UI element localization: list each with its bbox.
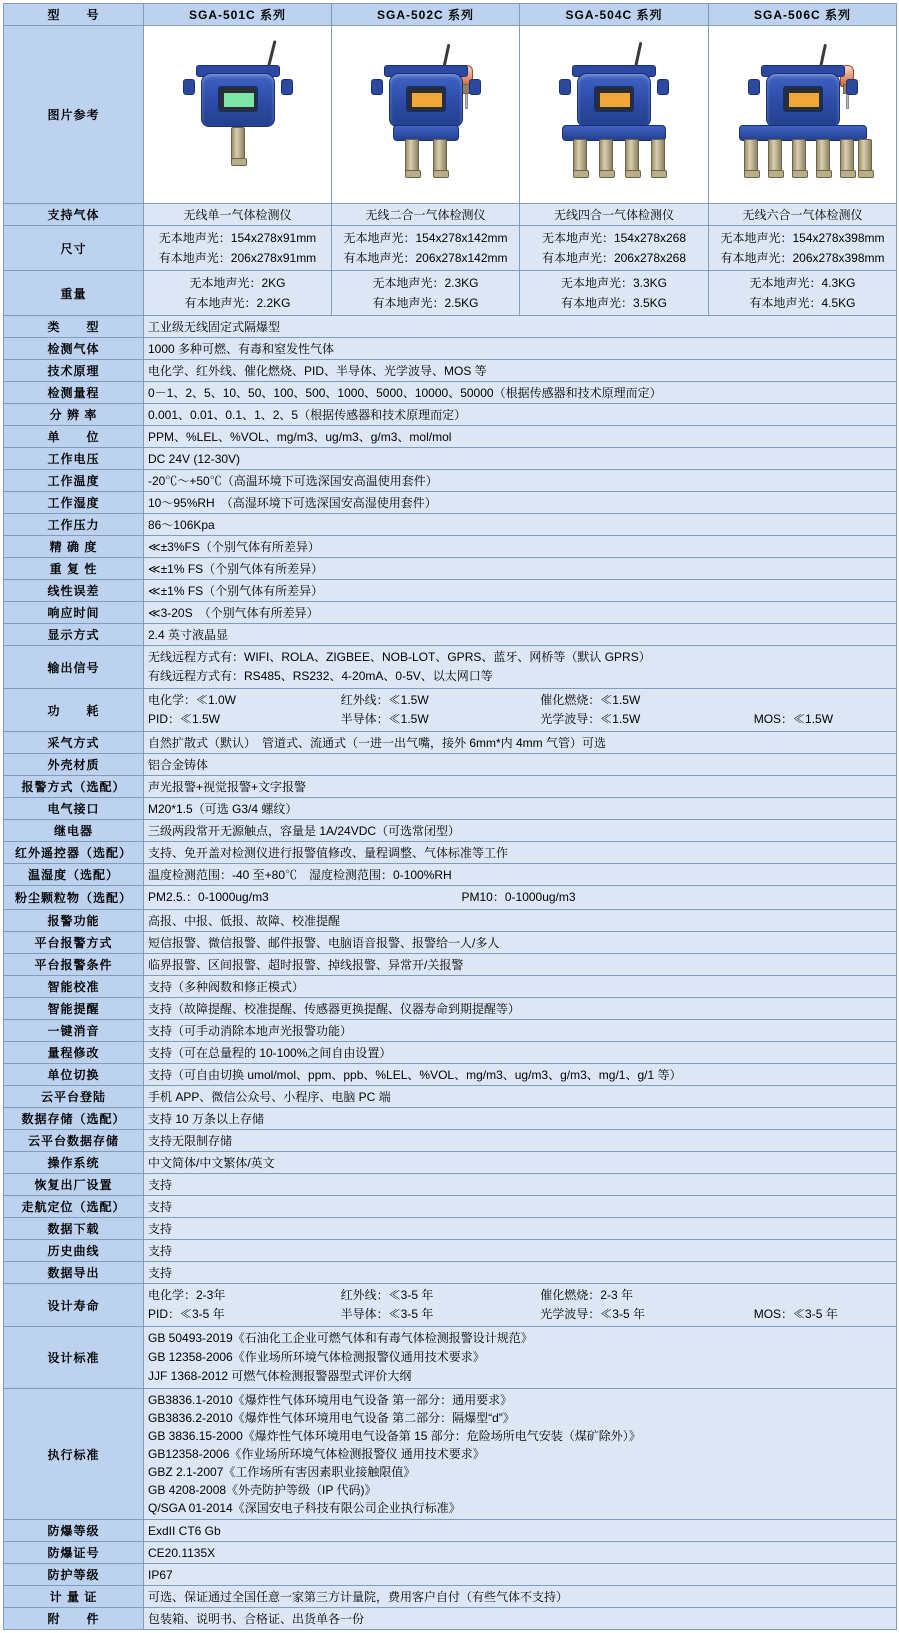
power-optical: 光学波导：≪1.5W (540, 712, 641, 726)
value-ir-remote: 支持、免开盖对检测仪进行报警值修改、量程调整、气体标准等工作 (144, 842, 897, 864)
table-row (4, 624, 897, 646)
value-accuracy: ≪±3%FS（个别气体有所差异） (144, 536, 897, 558)
table-row (4, 1586, 897, 1608)
value-platform-alarm-mode: 短信报警、微信报警、邮件报警、电脑语音报警、报警给一人/多人 (144, 932, 897, 954)
table-row (4, 404, 897, 426)
value-metering-certificate: 可选、保证通过全国任意一家第三方计量院，费用客户自付（有些气体不支持） (144, 1586, 897, 1608)
value-electric-port: M20*1.5（可选 G3/4 螺纹） (144, 798, 897, 820)
table-row (4, 1174, 897, 1196)
table-row (4, 798, 897, 820)
weight-with-alarm: 有本地声光：3.5KG (560, 296, 668, 310)
row-label-response-time: 响应时间 (4, 602, 144, 624)
value-display: 2.4 英寸液晶显 (144, 624, 897, 646)
device-display (783, 86, 823, 112)
row-label-resolution: 分 辨 率 (4, 404, 144, 426)
value-range-modification: 支持（可在总量程的 10-100%之间自由设置） (144, 1042, 897, 1064)
row-label-platform-alarm-mode: 平台报警方式 (4, 932, 144, 954)
value-accessories: 包装箱、说明书、合格证、出货单各一份 (144, 1608, 897, 1630)
row-label-cloud-storage: 云平台数据存储 (4, 1130, 144, 1152)
life-pid: PID：≪3-5 年 (148, 1307, 225, 1321)
row-label-weight: 重量 (4, 271, 144, 316)
value-platform-alarm-condition: 临界报警、区间报警、超时报警、掉线报警、异常开/关报警 (144, 954, 897, 976)
device-illustration-quad (529, 29, 699, 201)
table-row (4, 646, 897, 689)
value-resolution: 0.001、0.01、0.1、1、2、5（根据传感器和技术原理而定） (144, 404, 897, 426)
life-optical: 光学波导：≪3-5 年 (540, 1307, 645, 1321)
table-row (4, 1108, 897, 1130)
value-detect-gas: 1000 多种可燃、有毒和窒发性气体 (144, 338, 897, 360)
table-row (4, 1020, 897, 1042)
table-row (4, 1064, 897, 1086)
life-electrochemical: 电化学：2-3年 (148, 1288, 226, 1302)
weight-no-alarm: 无本地声光：2.3KG (372, 276, 479, 290)
value-type: 工业级无线固定式隔爆型 (144, 316, 897, 338)
table-row (4, 470, 897, 492)
weight-501c (144, 271, 332, 316)
row-label-image-ref: 图片参考 (4, 26, 144, 204)
life-semiconductor: 半导体：≪3-5 年 (340, 1307, 434, 1321)
device-body (577, 73, 651, 127)
row-label-relay: 继电器 (4, 820, 144, 842)
value-unit: PPM、%LEL、%VOL、mg/m3、ug/m3、g/m3、mol/mol (144, 426, 897, 448)
table-row (4, 886, 897, 910)
row-label-model: 型 号 (4, 4, 144, 26)
device-mount-right (846, 79, 858, 95)
size-with-alarm: 有本地声光：206x278x398mm (720, 251, 885, 265)
row-label-accessories: 附 件 (4, 1608, 144, 1630)
dust-pm10: PM10：0-1000ug/m3 (461, 890, 576, 904)
row-label-range-modification: 量程修改 (4, 1042, 144, 1064)
gas-sensor-probe (858, 139, 872, 173)
row-label-range: 检测量程 (4, 382, 144, 404)
size-504c (520, 226, 709, 271)
value-data-export: 支持 (144, 1262, 897, 1284)
device-mount-right (281, 79, 293, 95)
table-row (4, 1564, 897, 1586)
model-header-504c: SGA-504C 系列 (520, 4, 709, 26)
row-label-data-storage: 数据存储（选配） (4, 1108, 144, 1130)
value-output-signal (144, 646, 897, 689)
weight-with-alarm: 有本地声光：2.2KG (184, 296, 291, 310)
value-shell-material: 铝合金铸体 (144, 754, 897, 776)
device-mount-right (469, 79, 481, 95)
execution-standard-item: GB 3836.15-2000《爆炸性气体环境用电气设备第 15 部分：危险场所电气安装（煤矿除外）》 (148, 1429, 641, 1443)
weight-no-alarm: 无本地声光：2KG (189, 276, 286, 290)
table-row (4, 4, 897, 26)
row-label-metering-certificate: 计 量 证 (4, 1586, 144, 1608)
weight-with-alarm: 有本地声光：4.5KG (749, 296, 856, 310)
table-row (4, 1608, 897, 1630)
table-row (4, 776, 897, 798)
value-range: 0－1、2、5、10、50、100、500、1000、5000、10000、50000（根据传感器和技术原理而定） (144, 382, 897, 404)
table-row (4, 1152, 897, 1174)
model-header-501c: SGA-501C 系列 (144, 4, 332, 26)
table-row (4, 820, 897, 842)
table-row (4, 580, 897, 602)
table-row (4, 754, 897, 776)
device-body (389, 73, 463, 127)
table-row (4, 316, 897, 338)
value-cloud-login: 手机 APP、微信公众号、小程序、电脑 PC 端 (144, 1086, 897, 1108)
value-os: 中文简体/中文繁体/英文 (144, 1152, 897, 1174)
value-dust (144, 886, 897, 910)
weight-no-alarm: 无本地声光：4.3KG (749, 276, 856, 290)
row-label-one-key-mute: 一键消音 (4, 1020, 144, 1042)
row-label-repeatability: 重 复 性 (4, 558, 144, 580)
row-label-design-standard: 设计标准 (4, 1327, 144, 1389)
device-display (218, 86, 258, 112)
row-label-unit-switch: 单位切换 (4, 1064, 144, 1086)
table-row (4, 864, 897, 886)
row-label-sampling: 采气方式 (4, 732, 144, 754)
value-cloud-storage: 支持无限制存储 (144, 1130, 897, 1152)
table-row (4, 998, 897, 1020)
row-label-ip-rating: 防护等级 (4, 1564, 144, 1586)
value-temp-humidity-option: 温度检测范围：-40 至+80℃ 湿度检测范围：0-100%RH (144, 864, 897, 886)
table-row (4, 1284, 897, 1327)
weight-506c (709, 271, 897, 316)
value-factory-reset: 支持 (144, 1174, 897, 1196)
device-illustration-single (153, 29, 323, 201)
life-infrared: 红外线：≪3-5 年 (340, 1288, 434, 1302)
size-no-alarm: 无本地声光：154x278x268 (541, 231, 687, 245)
table-row (4, 954, 897, 976)
table-row (4, 1042, 897, 1064)
table-row (4, 689, 897, 732)
power-pid: PID：≪1.5W (148, 712, 221, 726)
row-label-display: 显示方式 (4, 624, 144, 646)
value-navigation-positioning: 支持 (144, 1196, 897, 1218)
table-row (4, 1542, 897, 1564)
row-label-execution-standard: 执行标准 (4, 1389, 144, 1520)
row-label-alarm-function: 报警功能 (4, 910, 144, 932)
weight-no-alarm: 无本地声光：3.3KG (560, 276, 668, 290)
gas-sensor-probe (651, 139, 665, 173)
power-blank (754, 691, 892, 710)
value-smart-calibration: 支持（多种阀数和修正模式） (144, 976, 897, 998)
value-unit-switch: 支持（可自由切换 umol/mol、ppm、ppb、%LEL、%VOL、mg/m3、ug/m3、g/m3、mg/1、g/1 等） (144, 1064, 897, 1086)
value-temperature: -20℃～+50℃（高温环境下可选深国安高温使用套件） (144, 470, 897, 492)
weight-with-alarm: 有本地声光：2.5KG (372, 296, 479, 310)
specification-table (3, 3, 897, 1630)
size-with-alarm: 有本地声光：206x278x142mm (343, 251, 508, 265)
execution-standard-item: GB3836.2-2010《爆炸性气体环境用电气设备 第二部分：隔爆型“d”》 (148, 1411, 515, 1425)
value-alarm-mode: 声光报警+视觉报警+文字报警 (144, 776, 897, 798)
table-row (4, 910, 897, 932)
value-repeatability: ≪±1% FS（个别气体有所差异） (144, 558, 897, 580)
size-502c (332, 226, 520, 271)
row-label-data-export: 数据导出 (4, 1262, 144, 1284)
execution-standard-item: GB3836.1-2010《爆炸性气体环境用电气设备 第一部分：通用要求》 (148, 1393, 513, 1407)
value-sampling: 自然扩散式（默认） 管道式、流通式（一进一出气嘴，接外 6mm*内 4mm 气管）可选 (144, 732, 897, 754)
row-label-detect-gas: 检测气体 (4, 338, 144, 360)
table-row (4, 1520, 897, 1542)
size-no-alarm: 无本地声光：154x278x142mm (343, 231, 508, 245)
table-row (4, 1262, 897, 1284)
product-image-501c (144, 26, 332, 204)
execution-standard-item: GB12358-2006《作业场所环境气体检测报警仪 通用技术要求》 (148, 1447, 485, 1461)
gas-sensor-probe (744, 139, 758, 173)
value-design-standard (144, 1327, 897, 1389)
row-label-navigation-positioning: 走航定位（选配） (4, 1196, 144, 1218)
product-image-502c (332, 26, 520, 204)
row-label-shell-material: 外壳材质 (4, 754, 144, 776)
row-label-output-signal: 输出信号 (4, 646, 144, 689)
size-501c (144, 226, 332, 271)
table-row (4, 271, 897, 316)
value-one-key-mute: 支持（可手动消除本地声光报警功能） (144, 1020, 897, 1042)
life-mos: MOS：≪3-5 年 (753, 1307, 838, 1321)
product-image-504c (520, 26, 709, 204)
table-row (4, 602, 897, 624)
gas-sensor-probe (625, 139, 639, 173)
row-label-type: 类 型 (4, 316, 144, 338)
execution-standard-item: GBZ 2.1-2007《工作场所有害因素职业接触限值》 (148, 1465, 416, 1479)
row-label-power: 功 耗 (4, 689, 144, 732)
table-row (4, 1086, 897, 1108)
row-label-data-download: 数据下载 (4, 1218, 144, 1240)
table-row (4, 536, 897, 558)
row-label-factory-reset: 恢复出厂设置 (4, 1174, 144, 1196)
value-data-download: 支持 (144, 1218, 897, 1240)
value-alarm-function: 高报、中报、低报、故障、校准提醒 (144, 910, 897, 932)
table-row (4, 382, 897, 404)
size-no-alarm: 无本地声光：154x278x91mm (158, 231, 317, 245)
value-linearity: ≪±1% FS（个别气体有所差异） (144, 580, 897, 602)
row-label-ir-remote: 红外遥控器（选配） (4, 842, 144, 864)
row-label-dust: 粉尘颗粒物（选配） (4, 886, 144, 910)
gas-sensor-probe (840, 139, 854, 173)
size-no-alarm: 无本地声光：154x278x398mm (720, 231, 885, 245)
device-body (766, 73, 840, 127)
model-header-506c: SGA-506C 系列 (709, 4, 897, 26)
table-row (4, 1327, 897, 1389)
table-row (4, 426, 897, 448)
row-label-cloud-login: 云平台登陆 (4, 1086, 144, 1108)
power-semiconductor: 半导体：≪1.5W (340, 712, 429, 726)
execution-standard-item: GB 4208-2008《外壳防护等级（IP 代码)》 (148, 1483, 377, 1497)
model-header-502c: SGA-502C 系列 (332, 4, 520, 26)
row-label-humidity: 工作湿度 (4, 492, 144, 514)
sensor-manifold (393, 125, 459, 141)
table-row (4, 842, 897, 864)
execution-standard-item: Q/SGA 01-2014《深国安电子科技有限公司企业执行标准》 (148, 1501, 461, 1515)
device-mount-left (559, 79, 571, 95)
value-pressure: 86～106Kpa (144, 514, 897, 536)
table-row (4, 1389, 897, 1520)
table-row (4, 448, 897, 470)
weight-504c (520, 271, 709, 316)
value-history-curve: 支持 (144, 1240, 897, 1262)
value-ip-rating: IP67 (144, 1564, 897, 1586)
table-row (4, 204, 897, 226)
row-label-accuracy: 精 确 度 (4, 536, 144, 558)
gas-sensor-probe (816, 139, 830, 173)
row-label-smart-calibration: 智能校准 (4, 976, 144, 998)
table-row (4, 976, 897, 998)
row-label-voltage: 工作电压 (4, 448, 144, 470)
device-mount-left (183, 79, 195, 95)
power-electrochemical: 电化学：≪1.0W (148, 693, 237, 707)
device-body (201, 73, 275, 127)
table-row (4, 492, 897, 514)
value-relay: 三级两段常开无源触点，容量是 1A/24VDC（可选常闭型） (144, 820, 897, 842)
table-row (4, 932, 897, 954)
row-label-ex-grade: 防爆等级 (4, 1520, 144, 1542)
table-row (4, 26, 897, 204)
power-mos: MOS：≪1.5W (753, 712, 834, 726)
table-row (4, 360, 897, 382)
device-illustration-dual (341, 29, 511, 201)
gas-sensor-probe (573, 139, 587, 173)
support-gas-502c: 无线二合一气体检测仪 (332, 204, 520, 226)
row-label-platform-alarm-condition: 平台报警条件 (4, 954, 144, 976)
table-row (4, 732, 897, 754)
gas-sensor-probe (405, 139, 419, 173)
design-standard-item: GB 50493-2019《石油化工企业可燃气体和有毒气体检测报警设计规范》 (148, 1331, 533, 1345)
value-data-storage: 支持 10 万条以上存储 (144, 1108, 897, 1130)
value-ex-certificate: CE20.1135X (144, 1542, 897, 1564)
size-with-alarm: 有本地声光：206x278x268 (541, 251, 687, 265)
gas-sensor-probe (231, 127, 245, 161)
row-label-history-curve: 历史曲线 (4, 1240, 144, 1262)
table-row (4, 1196, 897, 1218)
row-label-size: 尺寸 (4, 226, 144, 271)
row-label-os: 操作系统 (4, 1152, 144, 1174)
value-smart-reminder: 支持（故障提醒、校准提醒、传感器更换提醒、仪器寿命到期提醒等） (144, 998, 897, 1020)
device-illustration-hex (718, 29, 888, 201)
device-display (594, 86, 634, 112)
row-label-alarm-mode: 报警方式（选配） (4, 776, 144, 798)
weight-502c (332, 271, 520, 316)
value-execution-standard (144, 1389, 897, 1520)
row-label-design-life: 设计寿命 (4, 1284, 144, 1327)
dust-pm25: PM2.5.：0-1000ug/m3 (148, 890, 269, 904)
output-wireless: 无线远程方式有：WIFI、ROLA、ZIGBEE、NOB-LOT、GPRS、蓝牙、网桥等（默认 GPRS） (148, 650, 651, 664)
power-infrared: 红外线：≪1.5W (340, 693, 429, 707)
table-row (4, 558, 897, 580)
device-mount-left (748, 79, 760, 95)
table-row (4, 338, 897, 360)
table-row (4, 1218, 897, 1240)
life-blank (754, 1286, 892, 1305)
value-ex-grade: ExdII CT6 Gb (144, 1520, 897, 1542)
size-with-alarm: 有本地声光：206x278x91mm (158, 251, 317, 265)
value-voltage: DC 24V (12-30V) (144, 448, 897, 470)
device-mount-right (657, 79, 669, 95)
output-wired: 有线远程方式有：RS485、RS232、4-20mA、0-5V、以太网口等 (148, 669, 493, 683)
row-label-ex-certificate: 防爆证号 (4, 1542, 144, 1564)
life-catalytic: 催化燃烧：2-3 年 (540, 1288, 633, 1302)
row-label-temperature: 工作温度 (4, 470, 144, 492)
gas-sensor-probe (433, 139, 447, 173)
size-506c (709, 226, 897, 271)
gas-sensor-probe (768, 139, 782, 173)
row-label-temp-humidity-option: 温湿度（选配） (4, 864, 144, 886)
design-standard-item: GB 12358-2006《作业场所环境气体检测报警仪通用技术要求》 (148, 1350, 485, 1364)
value-power (144, 689, 897, 732)
device-display (406, 86, 446, 112)
row-label-principle: 技术原理 (4, 360, 144, 382)
gas-sensor-probe (599, 139, 613, 173)
value-principle: 电化学、红外线、催化燃烧、PID、半导体、光学波导、MOS 等 (144, 360, 897, 382)
table-row (4, 1240, 897, 1262)
value-humidity: 10～95%RH （高湿环境下可选深国安高湿使用套件） (144, 492, 897, 514)
table-row (4, 226, 897, 271)
support-gas-504c: 无线四合一气体检测仪 (520, 204, 709, 226)
row-label-unit: 单 位 (4, 426, 144, 448)
power-catalytic: 催化燃烧：≪1.5W (540, 693, 641, 707)
device-mount-left (371, 79, 383, 95)
design-standard-item: JJF 1368-2012 可燃气体检测报警器型式评价大纲 (148, 1369, 412, 1383)
row-label-smart-reminder: 智能提醒 (4, 998, 144, 1020)
row-label-electric-port: 电气接口 (4, 798, 144, 820)
row-label-linearity: 线性误差 (4, 580, 144, 602)
table-row (4, 1130, 897, 1152)
product-image-506c (709, 26, 897, 204)
row-label-support-gas: 支持气体 (4, 204, 144, 226)
row-label-pressure: 工作压力 (4, 514, 144, 536)
table-row (4, 514, 897, 536)
support-gas-501c: 无线单一气体检测仪 (144, 204, 332, 226)
gas-sensor-probe (792, 139, 806, 173)
support-gas-506c: 无线六合一气体检测仪 (709, 204, 897, 226)
value-response-time: ≪3-20S （个别气体有所差异） (144, 602, 897, 624)
value-design-life (144, 1284, 897, 1327)
